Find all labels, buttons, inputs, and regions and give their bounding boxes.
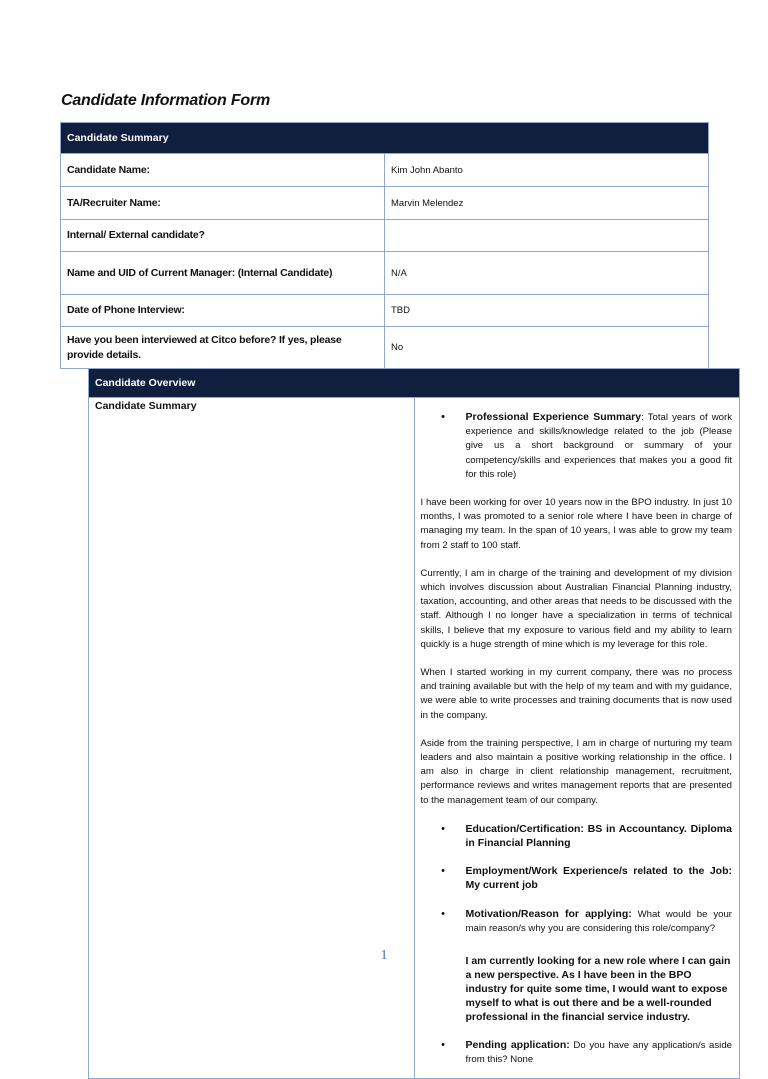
candidate-name-value: Kim John Abanto bbox=[385, 154, 709, 187]
paragraph: When I started working in my current company, there was no process and training available but with the help of my team and with my guidance, we were able to write processes and training documents that is now used in the company. bbox=[420, 667, 732, 721]
form-title: Candidate Information Form bbox=[61, 92, 271, 109]
interview-date-label: Date of Phone Interview: bbox=[61, 295, 385, 327]
education-item: Education/Certification: BS in Accountancy. Diploma in Financial Planning bbox=[465, 822, 732, 850]
bullet-icon: • bbox=[441, 1039, 445, 1052]
motivation-label: Motivation/Reason for applying: bbox=[465, 907, 632, 920]
pes-label: Professional Experience Summary bbox=[465, 411, 642, 423]
table-row bbox=[61, 220, 709, 252]
bullet-icon: • bbox=[441, 865, 445, 878]
bullet-icon: • bbox=[441, 411, 445, 423]
list-item bbox=[421, 822, 733, 850]
previous-interview-value: No bbox=[385, 327, 709, 369]
table-row bbox=[61, 154, 709, 187]
candidate-type-value bbox=[385, 220, 709, 252]
paragraph: Aside from the training perspective, I am in charge of nurturing my team leaders and also maintain a positive working relationship in the office. I am also in charge in client relationship management, recruitment, performance reviews and writes management reports that are presented to the management team of our company. bbox=[420, 737, 732, 806]
paragraph: Currently, I am in charge of the training and development of my division which involves discussion about Australian Financial Planning industry, taxation, accounting, and other areas that needs to be discussed with the staff. Although I no longer have a specialization in terms of technical skills, I believe that my exposure to various field and my ability to learn quickly is a huge strength of mine which is my leverage for this role. bbox=[420, 567, 732, 650]
page-number: 1 bbox=[380, 948, 388, 963]
candidate-name-label: Candidate Name: bbox=[61, 154, 385, 187]
paragraph: I have been working for over 10 years now in the BPO industry. In just 10 months, I was promoted to a senior role where I have been in charge of managing my team. In the span of 10 years, I was able to grow my team from 2 staff to 100 staff. bbox=[420, 497, 732, 551]
list-item bbox=[421, 410, 733, 482]
bullet-icon: • bbox=[441, 907, 445, 920]
summary-header: Candidate Summary bbox=[61, 123, 709, 154]
candidate-summary-table bbox=[60, 122, 709, 369]
list-item bbox=[421, 864, 733, 892]
list-item bbox=[421, 1038, 733, 1067]
table-row bbox=[61, 252, 709, 295]
overview-header: Candidate Overview bbox=[89, 369, 740, 398]
interview-date-value: TBD bbox=[385, 295, 709, 327]
table-row bbox=[61, 295, 709, 327]
list-item bbox=[421, 907, 733, 936]
table-row bbox=[61, 327, 709, 369]
current-manager-value: N/A bbox=[385, 252, 709, 295]
pending-label: Pending application: bbox=[465, 1039, 570, 1052]
employment-item: Employment/Work Experience/s related to the Job: My current job bbox=[465, 865, 732, 892]
overview-left-label: Candidate Summary bbox=[89, 398, 415, 1079]
pes-text: : Total years of work experience and skills/knowledge related to the job (Please give us a short background or summary of your competency/skills and experiences that makes you a good fit for this role) bbox=[465, 412, 732, 480]
table-row bbox=[89, 398, 740, 1079]
candidate-type-label: Internal/ External candidate? bbox=[61, 220, 385, 252]
overview-content-cell bbox=[414, 398, 740, 1079]
recruiter-name-value: Marvin Melendez bbox=[385, 187, 709, 220]
recruiter-name-label: TA/Recruiter Name: bbox=[61, 187, 385, 220]
current-manager-label: Name and UID of Current Manager: (Internal Candidate) bbox=[61, 252, 385, 295]
table-row bbox=[61, 187, 709, 220]
motivation-answer: I am currently looking for a new role where I can gain a new perspective. As I have been in the BPO industry for quite some time, I would want to expose myself to what is out there and be a well-rounded professional in the financial service industry. bbox=[465, 955, 731, 1024]
motivation-text: What would be your main reason/s why you are considering this role/company? bbox=[465, 908, 732, 934]
previous-interview-label: Have you been interviewed at Citco before? If yes, please provide details. bbox=[61, 327, 385, 369]
candidate-overview-table bbox=[88, 368, 740, 1079]
bullet-icon: • bbox=[441, 822, 445, 835]
pending-text: Do you have any application/s aside from this? None bbox=[465, 1040, 732, 1066]
